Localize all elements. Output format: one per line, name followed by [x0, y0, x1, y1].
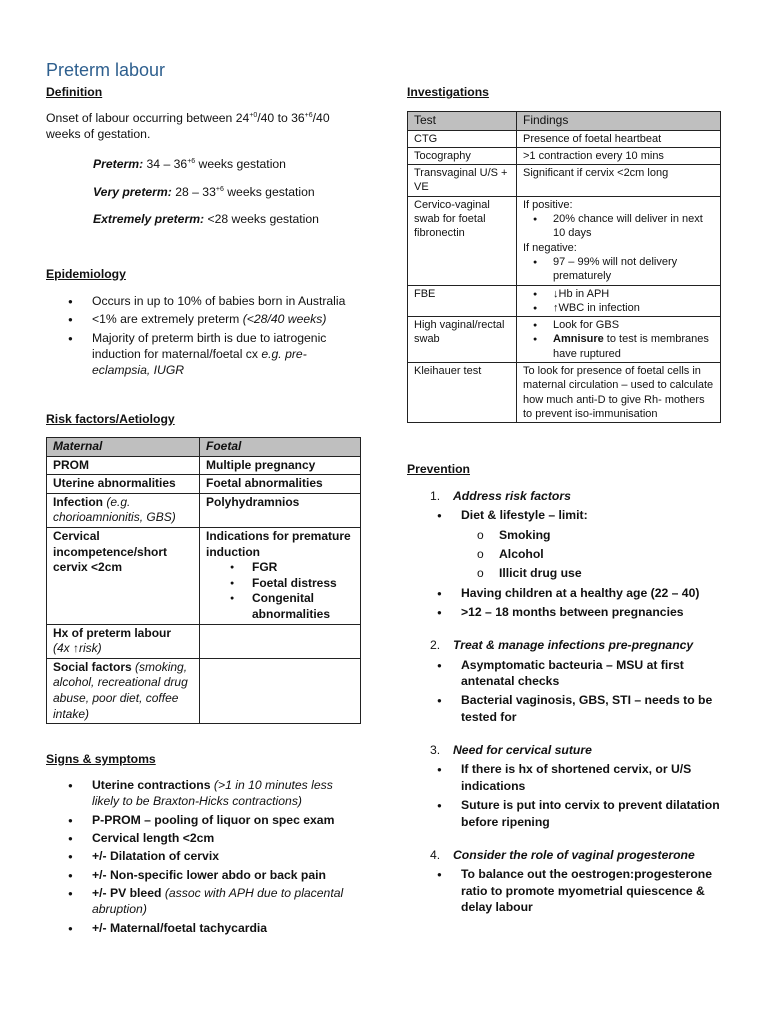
epidemiology-heading: Epidemiology — [46, 267, 126, 281]
definition-preterm: Preterm: $34 - 36^{+6}$ weeks gestation — [93, 157, 286, 171]
table-cell: Foetal abnormalities — [200, 475, 361, 494]
table-row — [47, 527, 361, 624]
list-item: ● 20% chance will deliver in next 10 days — [523, 212, 714, 241]
list-item: ● Congenital abnormalities — [206, 591, 354, 622]
col-findings: Findings — [517, 112, 721, 131]
list-item: ● To balance out the oestrogen:progesterone ratio to promote myometrial quiescence & delay labour — [461, 866, 723, 915]
list-item: ● +/- Dilatation of cervix — [46, 848, 346, 864]
table-row — [408, 147, 721, 164]
risk-heading: Risk factors/Aetiology — [46, 412, 175, 426]
table-cell: Presence of foetal heartbeat — [517, 130, 721, 147]
list-item: ● Having children at a healthy age (22 – 40) — [461, 585, 730, 601]
definition-extremely-preterm: Extremely preterm: <28 weeks gestation — [93, 212, 319, 226]
table-row — [408, 112, 721, 131]
table-cell: PROM — [47, 456, 200, 475]
table-cell: Cervico-vaginal swab for foetal fibronectin — [408, 196, 517, 285]
list-item: ● Foetal distress — [206, 576, 354, 592]
table-cell: CTG — [408, 130, 517, 147]
table-cell: Uterine abnormalities — [47, 475, 200, 494]
list-item: ● >12 – 18 months between pregnancies — [461, 604, 730, 620]
prevention-item-4: 4. Consider the role of vaginal progesterone — [430, 847, 695, 862]
list-item: ● Cervical length <2cm — [46, 830, 346, 846]
table-cell: FBE — [408, 285, 517, 317]
epidemiology-list — [46, 293, 346, 379]
col-foetal: Foetal — [200, 438, 361, 457]
list-item: ● If there is hx of shortened cervix, or U/S indications — [461, 761, 731, 794]
table-row — [47, 456, 361, 475]
table-row — [408, 130, 721, 147]
list-item: ● <1% are extremely preterm (<28/40 weeks) — [46, 311, 346, 327]
list-item: o Smoking — [499, 527, 730, 543]
investigations-table — [407, 111, 721, 423]
table-cell: Cervical incompetence/short cervix <2cm — [47, 527, 200, 624]
signs-list — [46, 777, 346, 936]
table-row — [408, 285, 721, 317]
table-cell: Tocography — [408, 147, 517, 164]
table-cell: To look for presence of foetal cells in maternal circulation – used to calculate how much anti-D to give Rh- mothers to prevent iso-immunisation — [517, 363, 721, 423]
list-item: ● Uterine contractions (>1 in 10 minutes less likely to be Braxton-Hicks contractions) — [46, 777, 346, 810]
table-cell: High vaginal/rectal swab — [408, 317, 517, 363]
table-cell — [517, 285, 721, 317]
list-item: o Illicit drug use — [499, 565, 730, 581]
page-title: Preterm labour — [46, 60, 166, 80]
list-item: ● Diet & lifestyle – limit: — [461, 507, 730, 523]
list-item: ● Suture is put into cervix to prevent dilatation before ripening — [461, 797, 731, 830]
signs-heading: Signs & symptoms — [46, 752, 156, 766]
list-item: ● Amnisure to test is membranes have ruptured — [523, 332, 714, 361]
investigations-heading: Investigations — [407, 85, 489, 99]
table-row — [408, 317, 721, 363]
list-item: ● ↑WBC in infection — [523, 301, 714, 315]
table-cell: Kleihauer test — [408, 363, 517, 423]
col-maternal: Maternal — [47, 438, 200, 457]
table-cell: Hx of preterm labour (4x ↑risk) — [47, 624, 200, 658]
table-cell: >1 contraction every 10 mins — [517, 147, 721, 164]
prevention-item-3: 3. Need for cervical suture — [430, 743, 592, 758]
list-item: ● +/- Maternal/foetal tachycardia — [46, 920, 346, 936]
table-cell — [200, 658, 361, 723]
table-row — [47, 493, 361, 527]
risk-table — [46, 437, 361, 724]
table-row — [408, 363, 721, 423]
list-item: ● ↓Hb in APH — [523, 287, 714, 301]
list-item: ● +/- Non-specific lower abdo or back pain — [46, 867, 346, 883]
table-cell: Polyhydramnios — [200, 493, 361, 527]
list-item: ● +/- PV bleed (assoc with APH due to placental abruption) — [46, 885, 346, 918]
table-cell: If positive: ● 20% chance will deliver in next 10 days If negative: ● 97 – 99% will not delivery prematurely — [517, 196, 721, 285]
table-row — [47, 658, 361, 723]
table-cell: Transvaginal U/S + VE — [408, 165, 517, 197]
table-cell: Indications for premature induction ● FGR ● Foetal distress ● Congenital abnormalities — [200, 527, 361, 624]
definition-heading: Definition — [46, 85, 103, 99]
col-test: Test — [408, 112, 517, 131]
table-cell: Multiple pregnancy — [200, 456, 361, 475]
prevention-item-1: 1. Address risk factors — [430, 489, 571, 503]
prevention-list — [430, 488, 730, 915]
list-item: ● FGR — [206, 560, 354, 576]
list-item: ● Occurs in up to 10% of babies born in Australia — [46, 293, 346, 309]
table-row — [408, 165, 721, 197]
definition-very-preterm: Very preterm: $28 - 33^{+6}$ weeks gestation — [93, 185, 315, 199]
list-item: ● P-PROM – pooling of liquor on spec exam — [46, 812, 346, 828]
table-cell — [200, 624, 361, 658]
table-cell: Social factors (smoking, alcohol, recreational drug abuse, poor diet, coffee intake) — [47, 658, 200, 723]
list-item: o Alcohol — [499, 546, 730, 562]
table-row — [47, 624, 361, 658]
table-cell: Infection (e.g. chorioamnionitis, GBS) — [47, 493, 200, 527]
table-cell: Significant if cervix <2cm long — [517, 165, 721, 197]
list-item: ● 97 – 99% will not delivery prematurely — [523, 255, 714, 284]
list-item: ● Majority of preterm birth is due to iatrogenic induction for maternal/foetal cx e.g. pre-eclampsia, IUGR — [46, 330, 346, 379]
table-row — [47, 475, 361, 494]
definition-text: Onset of labour occurring between $24^{+0}/40$ to $36^{+6}/40$ weeks of gestation. — [46, 111, 330, 142]
table-row — [408, 196, 721, 285]
table-row — [47, 438, 361, 457]
prevention-item-2: 2. Treat & manage infections pre-pregnancy — [430, 638, 694, 653]
list-item: ● Asymptomatic bacteuria – MSU at first antenatal checks — [461, 657, 723, 690]
list-item: ● Bacterial vaginosis, GBS, STI – needs to be tested for — [461, 692, 723, 725]
list-item: ● Look for GBS — [523, 318, 714, 332]
table-cell — [517, 317, 721, 363]
prevention-heading: Prevention — [407, 462, 470, 476]
